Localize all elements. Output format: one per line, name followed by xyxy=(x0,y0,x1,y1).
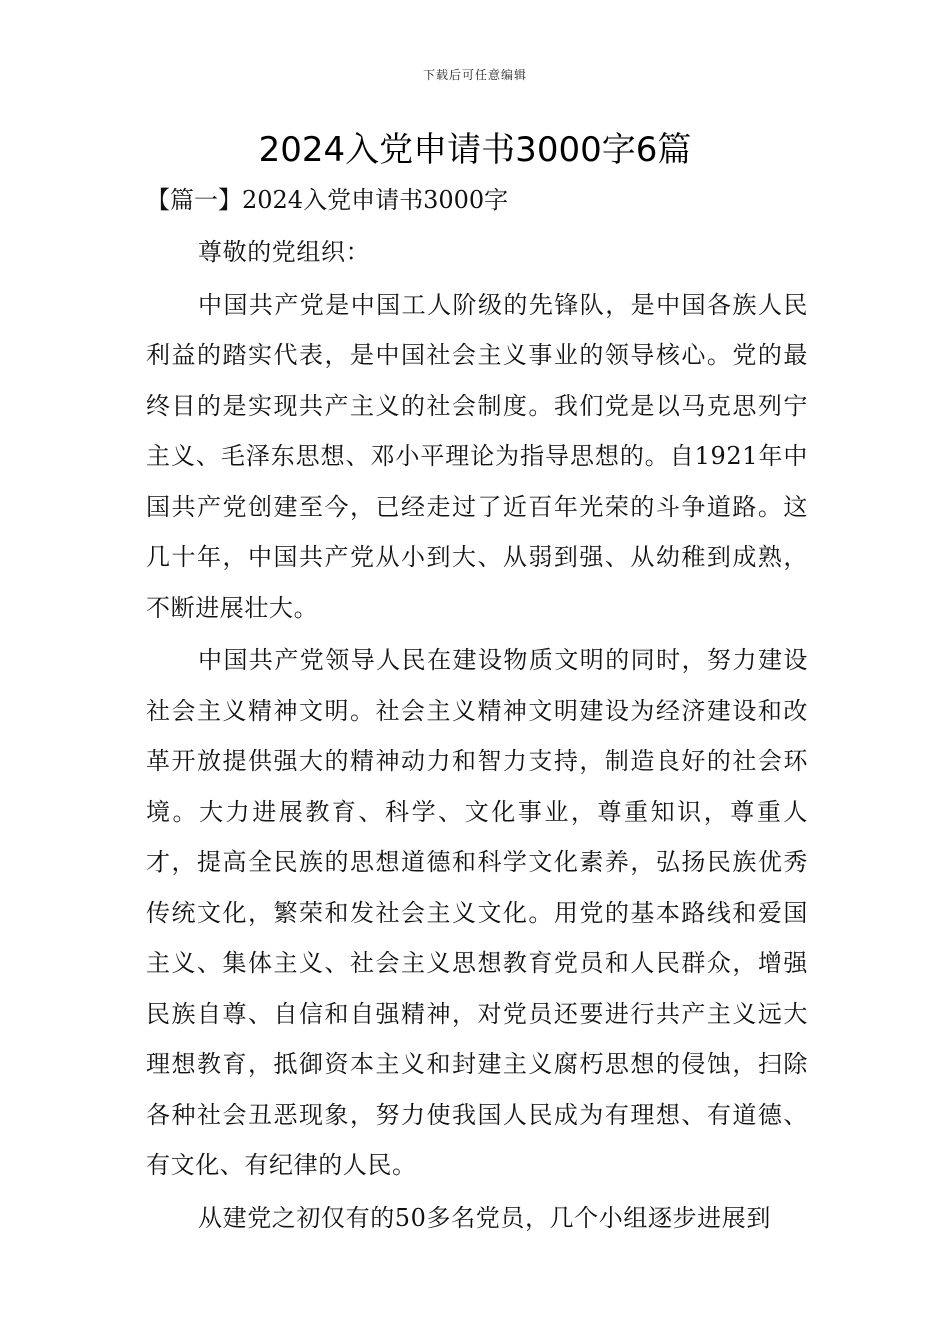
body-paragraph-1: 中国共产党是中国工人阶级的先锋队，是中国各族人民利益的踏实代表，是中国社会主义事业的领导核心。党的最终目的是实现共产主义的社会制度。我们党是以马克思列宁主义、毛泽东思想、邓小平理论为指导思想的。自1921年中国共产党创建至今，已经走过了近百年光荣的斗争道路。这几十年，中国共产党从小到大、从弱到强、从幼稚到成熟，不断进展壮大。 xyxy=(146,290,808,622)
body-paragraph-3: 从建党之初仅有的50多名党员，几个小组逐步进展到 xyxy=(198,1203,771,1232)
salutation: 尊敬的党组织： xyxy=(198,238,371,266)
header-note: 下载后可任意编辑 xyxy=(422,68,527,82)
body-paragraph-2: 中国共产党领导人民在建设物质文明的同时，努力建设社会主义精神文明。社会主义精神文明建设为经济建设和改革开放提供强大的精神动力和智力支持，制造良好的社会环境。大力进展教育、科学、文化事业，尊重知识，尊重人才，提高全民族的思想道德和科学文化素养，弘扬民族优秀传统文化，繁荣和发社会主义文化。用党的基本路线和爱国主义、集体主义、社会主义思想教育党员和人民群众，增强民族自尊、自信和自强精神，对党员还要进行共产主义远大理想教育，抵御资本主义和封建主义腐朽思想的侵蚀，扫除各种社会丑恶现象，努力使我国人民成为有理想、有道德、有文化、有纪律的人民。 xyxy=(146,646,808,1179)
section-heading: 【篇一】2024入党申请书3000字 xyxy=(146,186,509,214)
document-body xyxy=(146,227,808,1245)
document-title: 2024入党申请书3000字6篇 xyxy=(258,130,692,170)
